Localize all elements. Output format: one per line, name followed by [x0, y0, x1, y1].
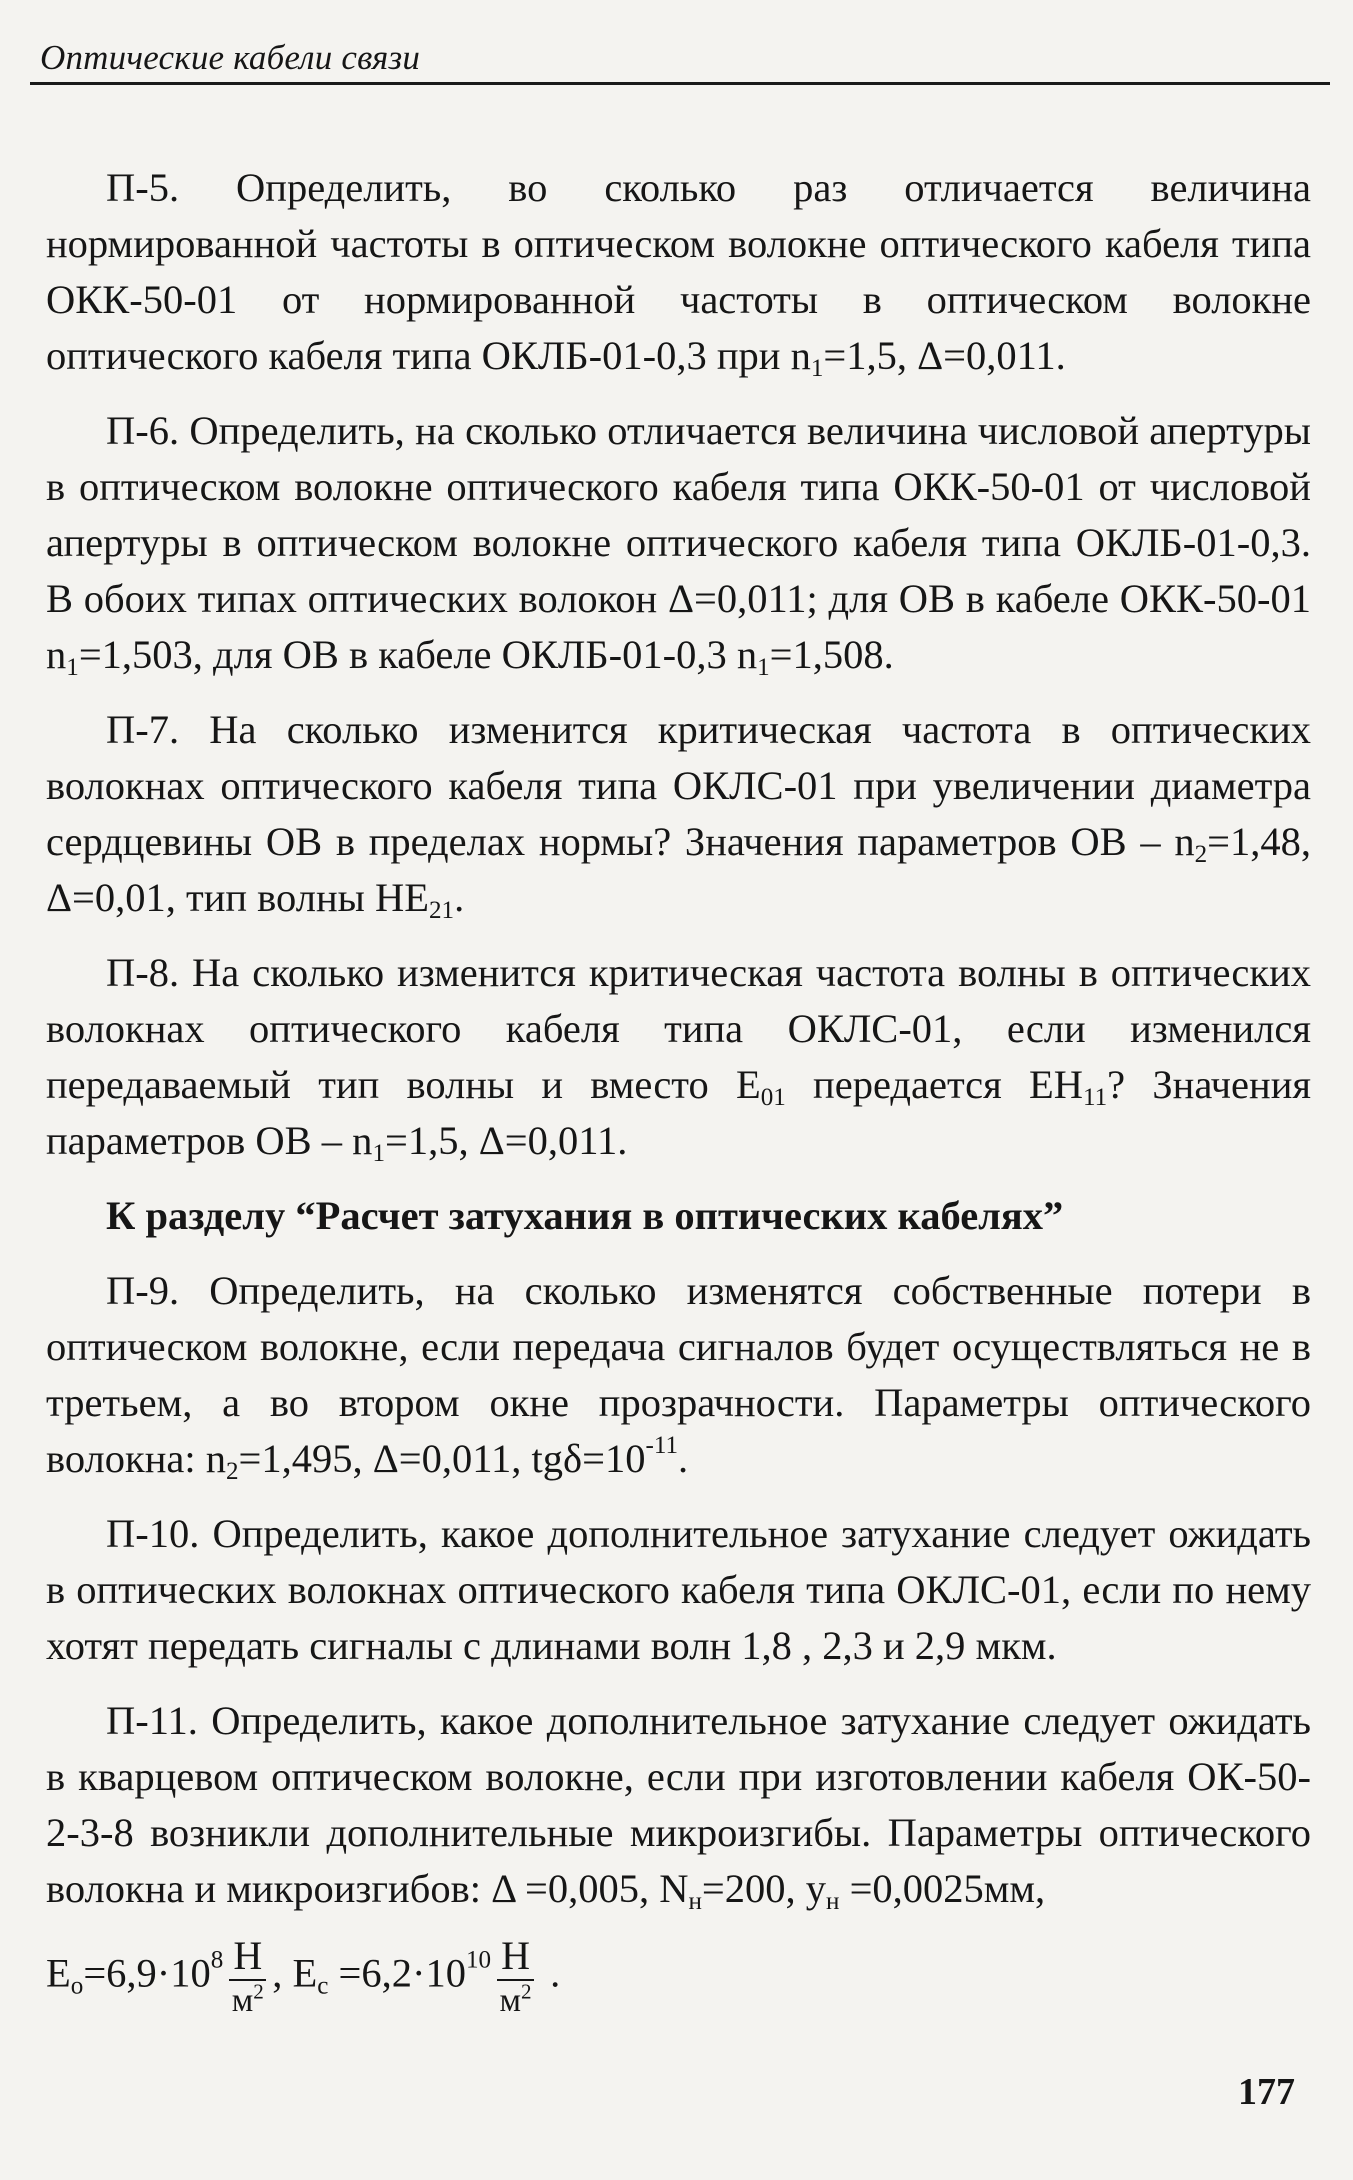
problem-p7: П-7. На сколько изменится критическая частота в оптических волокнах оптического кабеля типа ОКЛС-01 при увеличении диаметра сердцевины ОВ в пределах нормы? Значения параметров ОВ – $n_2=1,48$, Δ=0,01, тип волны $НЕ_{21}$. [46, 707, 1311, 925]
header-title: Оптические кабели связи [40, 38, 421, 77]
problem-p10: П-10. Определить, какое дополнительное затухание следует ожидать в оптических волокнах оптического кабеля типа ОКЛС-01, если по нему хотят передать сигналы с длинами волн 1,8 , 2,3 и 2,9 мкм. [46, 1511, 1311, 1668]
unit-fraction: $\frac{Н}{м^2}$ [229, 1936, 266, 2018]
problem-p9: П-9. Определить, на сколько изменятся собственные потери в оптическом волокне, если передача сигналов будет осуществляться не в третьем, а во втором окне прозрачности. Параметры оптического волокна: $n_2=1,495$, Δ=0,011, $tg\delta=10^{-11}$. [46, 1268, 1311, 1486]
page-content [46, 160, 1311, 2037]
running-header [30, 30, 1330, 85]
problem-p11: П-11. Определить, какое дополнительное затухание следует ожидать в кварцевом оптическом волокне, если при изготовлении кабеля ОК-50-2-3-8 возникли дополнительные микроизгибы. Параметры оптического волокна и микроизгибов: Δ =0,005, $N_н=200$, $y_н =0,0025мм$, [46, 1698, 1311, 1916]
problem-p8: П-8. На сколько изменится критическая частота волны в оптических волокнах оптического кабеля типа ОКЛС-01, если изменился передаваемый тип волны и вместо $Е_{01}$ передается $ЕН_{11}$? Значения параметров ОВ – $n_1=1,5$, Δ=0,011. [46, 950, 1312, 1168]
problem-p5: П-5. Определить, во сколько раз отличается величина нормированной частоты в оптическом волокне оптического кабеля типа ОКК-50-01 от нормированной частоты в оптическом волокне оптического кабеля типа ОКЛБ-01-0,3 при $n_1=1,5$, Δ=0,011. [46, 165, 1311, 383]
page-number: 177 [1238, 2071, 1295, 2113]
modulus-equation: $E_o=6,9\cdot 10^8$ $\frac{Н}{м^2}$ , $E_c =6,2\cdot 10^{10}$ $\frac{Н}{м^2}$ . [46, 1933, 561, 2019]
section-heading: К разделу “Расчет затухания в оптических кабелях” [106, 1193, 1064, 1238]
unit-fraction: $\frac{Н}{м^2}$ [497, 1936, 534, 2018]
problem-p6: П-6. Определить, на сколько отличается величина числовой апертуры в оптическом волокне оптического кабеля типа ОКК-50-01 от числовой апертуры в оптическом волокне оптического кабеля типа ОКЛБ-01-0,3. В обоих типах оптических волокон Δ=0,011; для ОВ в кабеле ОКК-50-01 $n_1=1,503$, для ОВ в кабеле ОКЛБ-01-0,3 $n_1=1,508$. [46, 408, 1311, 682]
